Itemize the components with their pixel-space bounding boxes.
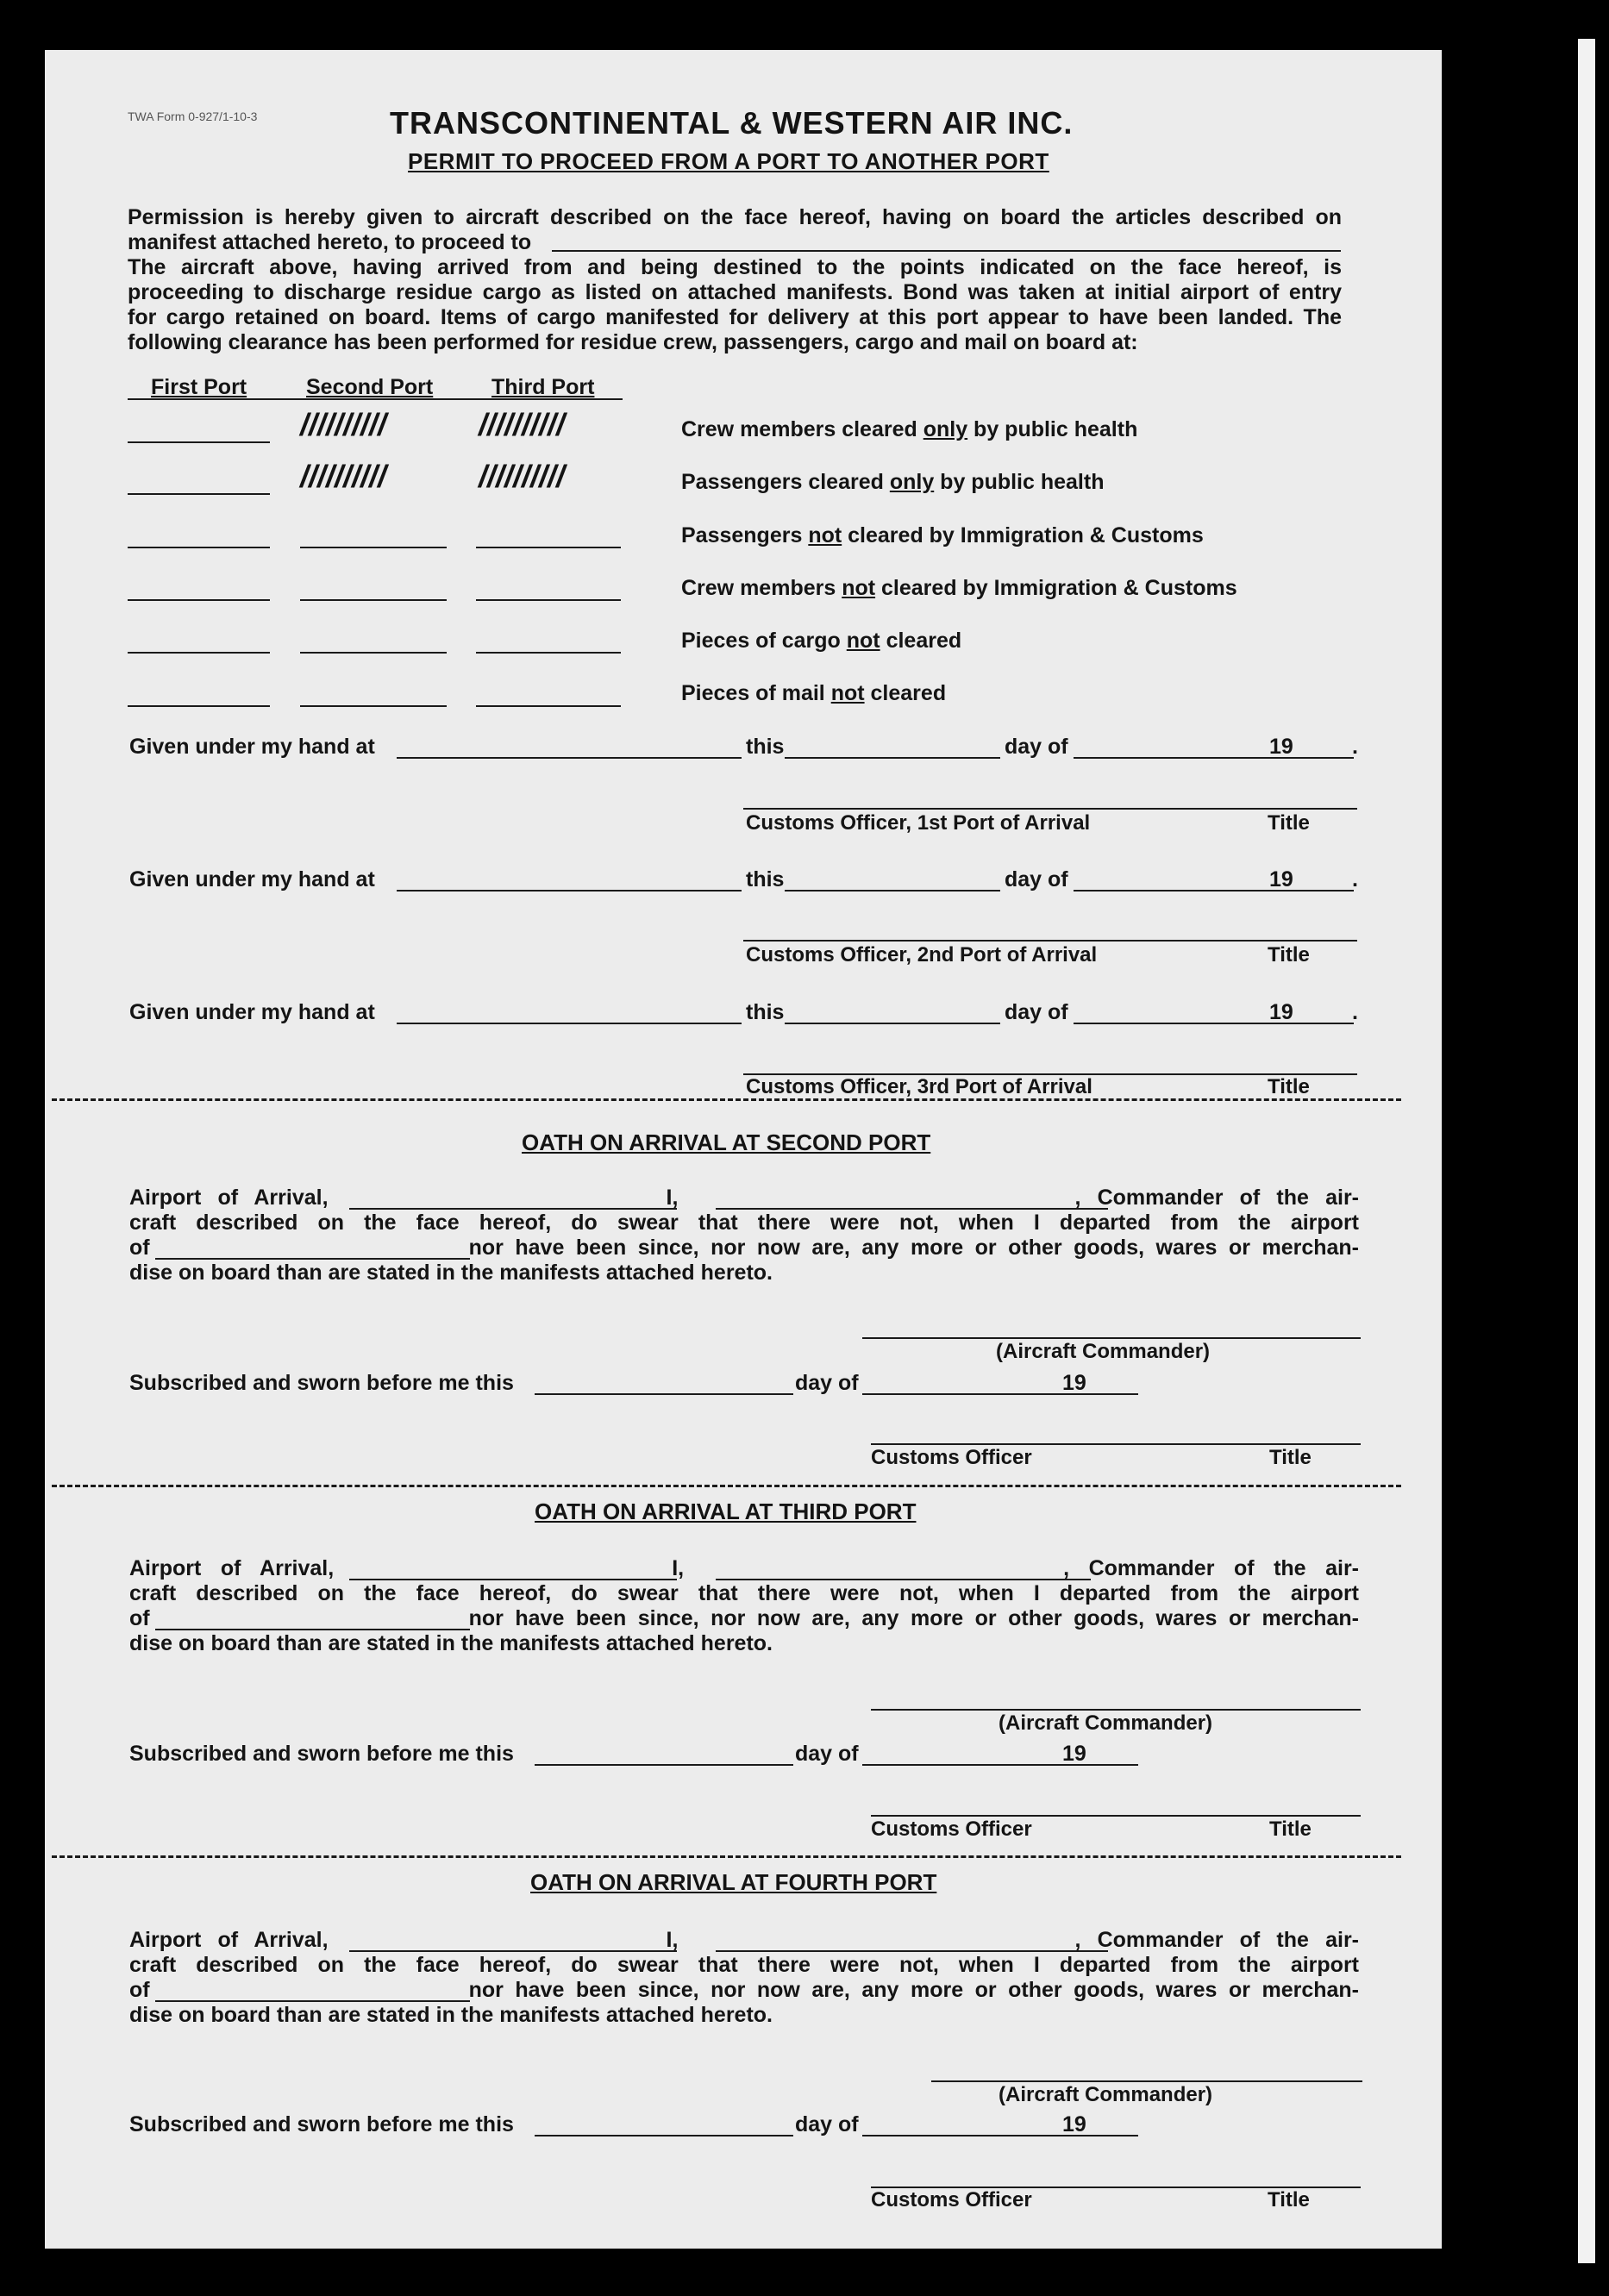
of-label: of <box>129 1236 150 1260</box>
given-period: . <box>1352 867 1358 891</box>
oath-line-2: craft described on the face hereof, do swear that there were not, when I departed from the airport <box>129 1581 1359 1605</box>
commander-name-blank[interactable] <box>716 1208 1108 1210</box>
airport-blank[interactable] <box>349 1579 677 1580</box>
oath-line-3-text: nor have been since, nor now are, any more or other goods, wares or merchan- <box>468 1236 1359 1260</box>
first-port-blank[interactable] <box>128 705 270 707</box>
given-label: Given under my hand at <box>129 867 375 891</box>
oath-heading-third: OATH ON ARRIVAL AT THIRD PORT <box>535 1498 917 1524</box>
subscribed-label: Subscribed and sworn before me this <box>129 2112 514 2136</box>
airport-label: Airport of Arrival, <box>129 1556 335 1580</box>
oath-line-3-text: nor have been since, nor now are, any more or other goods, wares or merchan- <box>468 1606 1359 1630</box>
officer-signature-line[interactable] <box>743 940 1357 942</box>
subscribed-blank[interactable] <box>535 1393 793 1395</box>
commander-sig-label: (Aircraft Commander) <box>999 1711 1213 1735</box>
clearance-text: cleared by Immigration & Customs <box>842 523 1204 547</box>
given-place-blank[interactable] <box>397 890 742 891</box>
officer-signature-line[interactable] <box>743 808 1357 810</box>
second-port-blank[interactable] <box>300 652 447 654</box>
second-port-hatch: ////////// <box>300 407 387 442</box>
clearance-row-1 <box>681 417 1137 442</box>
subscribed-blank[interactable] <box>535 2135 793 2136</box>
given-day-blank[interactable] <box>1074 757 1354 759</box>
oath-body-fourth <box>129 1928 1359 2028</box>
customs-title-label: Title <box>1269 1446 1312 1469</box>
given-day-of: day of <box>1005 1000 1068 1024</box>
clearance-key: only <box>889 470 935 494</box>
officer-3rd-port: Customs Officer, 3rd Port of Arrival <box>746 1075 1092 1098</box>
oath-day-of: day of <box>795 1742 859 1766</box>
intro-line-2: manifest attached hereto, to proceed to <box>128 230 532 254</box>
commander-text: , Commander of the air- <box>1074 1928 1359 1952</box>
subscribed-label: Subscribed and sworn before me this <box>129 1742 514 1766</box>
given-period: . <box>1352 735 1358 759</box>
given-period: . <box>1352 1000 1358 1024</box>
first-port-blank[interactable] <box>128 599 270 601</box>
second-port-blank[interactable] <box>300 547 447 548</box>
clearance-text: by public health <box>934 470 1105 494</box>
oath-heading-fourth: OATH ON ARRIVAL AT FOURTH PORT <box>530 1869 937 1895</box>
first-port-blank[interactable] <box>128 547 270 548</box>
oath-heading-second: OATH ON ARRIVAL AT SECOND PORT <box>522 1129 931 1155</box>
oath-line-4: dise on board than are stated in the manifests attached hereto. <box>129 1631 773 1655</box>
given-year: 19 <box>1269 867 1293 891</box>
subscribed-blank[interactable] <box>535 1764 793 1766</box>
given-this-blank[interactable] <box>785 890 1000 891</box>
commander-signature-line[interactable] <box>862 1337 1361 1339</box>
commander-signature-line[interactable] <box>931 2080 1362 2082</box>
oath-year: 19 <box>1062 1742 1086 1766</box>
customs-officer-label: Customs Officer <box>871 1817 1032 1841</box>
clearance-key: not <box>846 629 880 653</box>
second-port-hatch: ////////// <box>300 459 387 494</box>
customs-signature-line[interactable] <box>871 1443 1361 1445</box>
third-port-hatch: ////////// <box>479 459 566 494</box>
clearance-key: not <box>830 681 865 705</box>
airport-label: Airport of Arrival, <box>129 1186 329 1210</box>
oath-line-1 <box>129 1928 1359 1953</box>
section-divider <box>52 1855 1401 1858</box>
form-number: TWA Form 0-927/1-10-3 <box>128 109 258 123</box>
intro-line-6: following clearance has been performed for residue crew, passengers, cargo and mail on board at: <box>128 330 1138 354</box>
intro-line-5: for cargo retained on board. Items of cargo manifested for delivery at this port appear to have been landed. The <box>128 305 1342 329</box>
customs-title-label: Title <box>1268 2188 1310 2212</box>
oath-line-2: craft described on the face hereof, do swear that there were not, when I departed from the airport <box>129 1953 1359 1977</box>
second-port-blank[interactable] <box>300 599 447 601</box>
destination-line[interactable] <box>552 250 1341 252</box>
given-day-of: day of <box>1005 735 1068 759</box>
officer-title: Title <box>1268 811 1310 835</box>
section-divider <box>52 1485 1401 1487</box>
given-year: 19 <box>1269 735 1293 759</box>
clearance-key: not <box>842 576 876 600</box>
clearance-key: not <box>808 523 842 547</box>
commander-signature-line[interactable] <box>871 1709 1361 1711</box>
third-port-blank[interactable] <box>476 547 621 548</box>
commander-sig-label: (Aircraft Commander) <box>999 2083 1213 2106</box>
of-label: of <box>129 1606 150 1630</box>
second-port-blank[interactable] <box>300 705 447 707</box>
intro-paragraph <box>128 205 1342 355</box>
oath-day-of: day of <box>795 2112 859 2136</box>
oath-day-blank[interactable] <box>862 2135 1138 2136</box>
commander-text: , Commander of the air- <box>1074 1186 1359 1210</box>
given-day-blank[interactable] <box>1074 1023 1354 1024</box>
given-this-blank[interactable] <box>785 757 1000 759</box>
clearance-row-3 <box>681 523 1204 548</box>
oath-line-3 <box>129 1606 1359 1631</box>
clearance-row-4 <box>681 576 1237 601</box>
customs-signature-line[interactable] <box>871 1815 1361 1817</box>
intro-line-3: The aircraft above, having arrived from and being destined to the points indicated on the face hereof, is <box>128 255 1342 279</box>
oath-line-1 <box>129 1556 1359 1581</box>
commander-sig-label: (Aircraft Commander) <box>996 1340 1211 1363</box>
oath-year: 19 <box>1062 2112 1086 2136</box>
port-header-first: First Port <box>151 375 247 399</box>
oath-body-third <box>129 1556 1359 1656</box>
third-port-blank[interactable] <box>476 652 621 654</box>
form-title: PERMIT TO PROCEED FROM A PORT TO ANOTHER PORT <box>408 148 1049 174</box>
commander-name-blank[interactable] <box>716 1950 1108 1952</box>
clearance-row-5 <box>681 629 961 654</box>
clearance-text: Pieces of cargo <box>681 629 847 653</box>
given-this: this <box>746 867 785 891</box>
scan-edge <box>1578 39 1595 2263</box>
given-year: 19 <box>1269 1000 1293 1024</box>
given-place-blank[interactable] <box>397 1023 742 1024</box>
clearance-text: cleared by Immigration & Customs <box>875 576 1237 600</box>
port-header-second: Second Port <box>306 375 434 399</box>
clearance-text: Passengers <box>681 523 809 547</box>
clearance-key: only <box>923 417 968 441</box>
third-port-blank[interactable] <box>476 705 621 707</box>
oath-line-2: craft described on the face hereof, do swear that there were not, when I departed from the airport <box>129 1211 1359 1235</box>
first-port-blank[interactable] <box>128 652 270 654</box>
commander-name-blank[interactable] <box>716 1579 1091 1580</box>
oath-line-3 <box>129 1236 1359 1261</box>
airport-label: Airport of Arrival, <box>129 1928 329 1952</box>
officer-title: Title <box>1268 943 1310 967</box>
third-port-blank[interactable] <box>476 599 621 601</box>
third-port-hatch: ////////// <box>479 407 566 442</box>
customs-officer-label: Customs Officer <box>871 2188 1032 2212</box>
oath-body-second <box>129 1186 1359 1286</box>
clearance-text: Crew members <box>681 576 842 600</box>
given-place-blank[interactable] <box>397 757 742 759</box>
oath-line-4: dise on board than are stated in the manifests attached hereto. <box>129 1261 773 1285</box>
customs-officer-label: Customs Officer <box>871 1446 1032 1469</box>
given-label: Given under my hand at <box>129 735 375 759</box>
subscribed-label: Subscribed and sworn before me this <box>129 1371 514 1395</box>
oath-day-blank[interactable] <box>862 1764 1138 1766</box>
officer-title: Title <box>1268 1075 1310 1098</box>
departure-airport-blank[interactable] <box>155 2000 470 2002</box>
i-label: I, <box>666 1928 679 1952</box>
first-port-blank[interactable] <box>128 493 270 495</box>
commander-text: , Commander of the air- <box>1063 1556 1360 1580</box>
clearance-text: Passengers cleared <box>681 470 890 494</box>
i-label: I, <box>672 1556 685 1580</box>
port-header-third: Third Port <box>491 375 595 399</box>
given-this-blank[interactable] <box>785 1023 1000 1024</box>
intro-line-1: Permission is hereby given to aircraft described on the face hereof, having on board the articles described on <box>128 205 1342 229</box>
oath-year: 19 <box>1062 1371 1086 1395</box>
clearance-text: by public health <box>967 417 1138 441</box>
clearance-row-6 <box>681 681 946 706</box>
customs-title-label: Title <box>1269 1817 1312 1841</box>
given-label: Given under my hand at <box>129 1000 375 1024</box>
given-day-of: day of <box>1005 867 1068 891</box>
clearance-text: Crew members cleared <box>681 417 923 441</box>
intro-line-4: proceeding to discharge residue cargo as listed on attached manifests. Bond was taken at initial airport of entry <box>128 280 1342 304</box>
given-this: this <box>746 1000 785 1024</box>
oath-day-of: day of <box>795 1371 859 1395</box>
departure-airport-blank[interactable] <box>155 1629 470 1630</box>
oath-line-3-text: nor have been since, nor now are, any more or other goods, wares or merchan- <box>468 1978 1359 2002</box>
officer-1st-port: Customs Officer, 1st Port of Arrival <box>746 811 1091 835</box>
given-this: this <box>746 735 785 759</box>
oath-day-blank[interactable] <box>862 1393 1138 1395</box>
clearance-text: Pieces of mail <box>681 681 831 705</box>
company-name: TRANSCONTINENTAL & WESTERN AIR INC. <box>390 105 1074 141</box>
departure-airport-blank[interactable] <box>155 1258 470 1260</box>
i-label: I, <box>666 1186 679 1210</box>
clearance-row-2 <box>681 470 1104 495</box>
port-header-underline <box>128 398 623 400</box>
oath-line-3 <box>129 1978 1359 2003</box>
airport-blank[interactable] <box>349 1208 677 1210</box>
section-divider <box>52 1098 1401 1101</box>
of-label: of <box>129 1978 150 2002</box>
given-day-blank[interactable] <box>1074 890 1354 891</box>
officer-2nd-port: Customs Officer, 2nd Port of Arrival <box>746 943 1098 967</box>
oath-line-4: dise on board than are stated in the manifests attached hereto. <box>129 2003 773 2027</box>
airport-blank[interactable] <box>349 1950 677 1952</box>
clearance-text: cleared <box>880 629 962 653</box>
clearance-text: cleared <box>864 681 947 705</box>
first-port-blank[interactable] <box>128 441 270 443</box>
oath-line-1 <box>129 1186 1359 1211</box>
